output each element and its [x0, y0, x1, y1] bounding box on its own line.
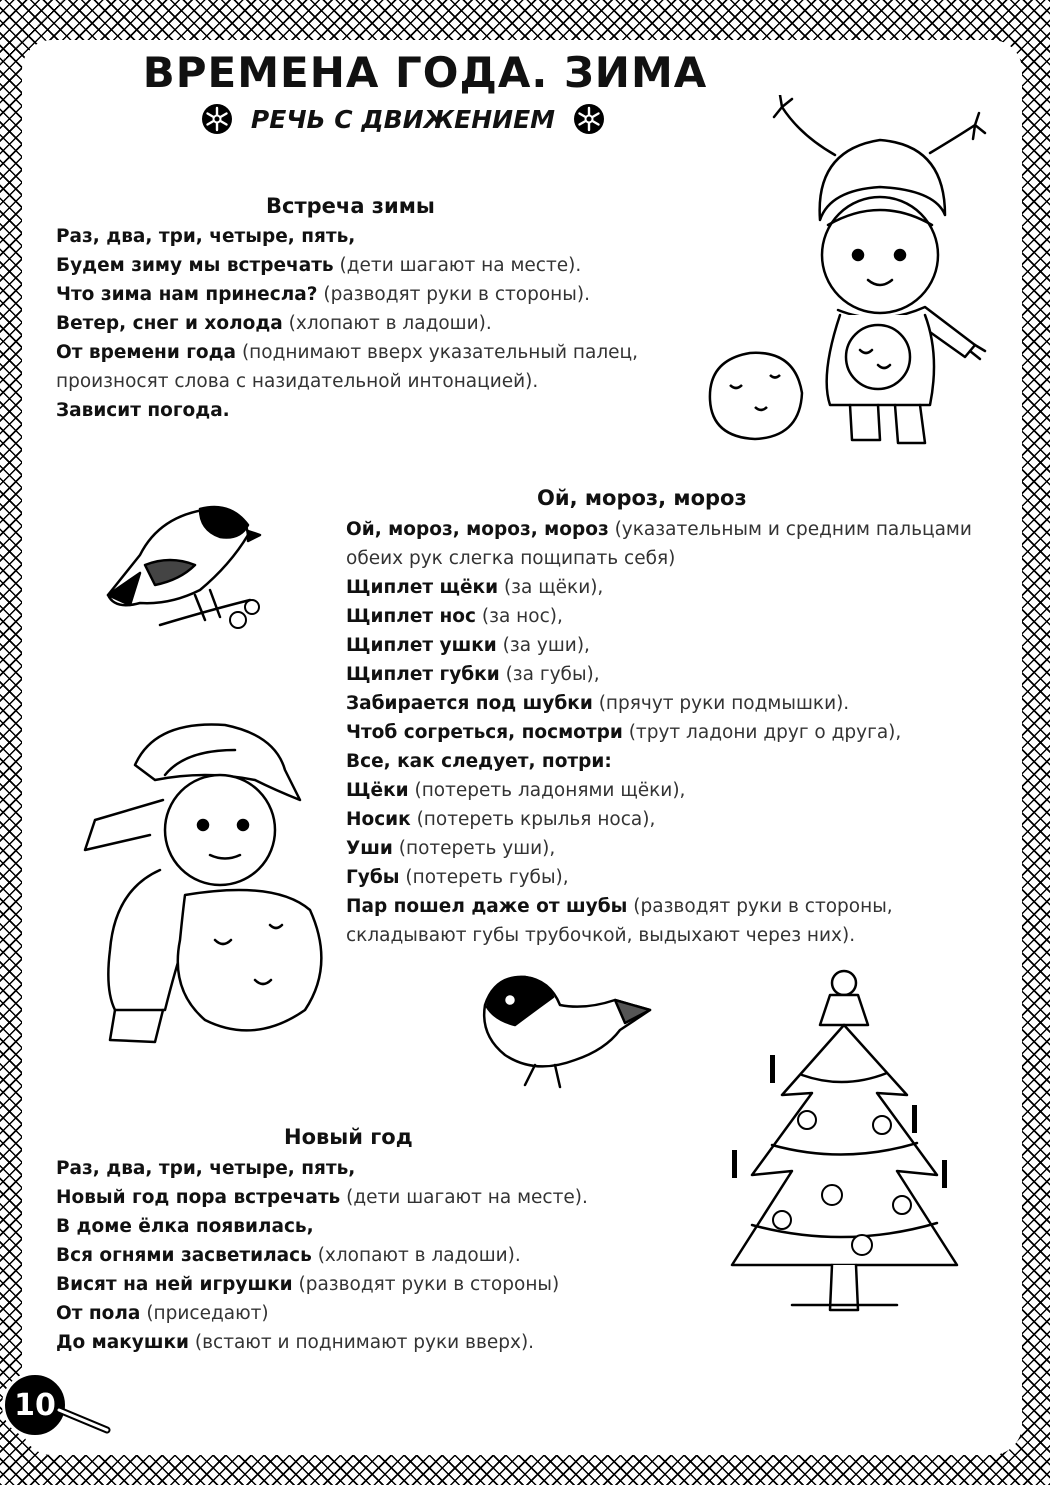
poem-line: От пола (приседают) [56, 1303, 269, 1324]
page-title: ВРЕМЕНА ГОДА. ЗИМА [142, 48, 708, 97]
poem-frost [346, 515, 996, 950]
poem-heading-frost: Ой, мороз, мороз [537, 486, 747, 510]
poem-line: Щиплет щёки (за щёки), [346, 577, 604, 598]
poem-line: Щёки (потереть ладонями щёки), [346, 780, 686, 801]
poem-line: Висят на ней игрушки (разводят руки в стороны) [56, 1274, 560, 1295]
poem-line: Забирается под шубки (прячут руки подмышки). [346, 693, 850, 714]
poem-line: До макушки (встают и поднимают руки вверх). [56, 1332, 535, 1353]
page-subtitle [168, 103, 638, 135]
poem-line: Все, как следует, потри: [346, 751, 612, 772]
boy-illustration [55, 710, 335, 1055]
snowflake-icon [201, 103, 233, 135]
poem-line: Щиплет ушки (за уши), [346, 635, 590, 656]
titmouse-illustration [465, 965, 655, 1095]
poem-winter-meeting [56, 222, 706, 425]
poem-line: Губы (потереть губы), [346, 867, 569, 888]
subtitle-text: РЕЧЬ С ДВИЖЕНИЕМ [250, 104, 556, 134]
snowball-illustration [700, 345, 810, 445]
poem-line: Новый год пора встречать (дети шагают на месте). [56, 1187, 588, 1208]
poem-line: Ветер, снег и холода (хлопают в ладоши). [56, 313, 492, 334]
poem-line: Раз, два, три, четыре, пять, [56, 226, 356, 247]
magnifier-icon [55, 1400, 115, 1440]
poem-line: Уши (потереть уши), [346, 838, 556, 859]
christmas-tree-illustration [712, 965, 982, 1360]
poem-line: Щиплет нос (за нос), [346, 606, 563, 627]
poem-line: Чтоб согреться, посмотри (трут ладони друг о друга), [346, 722, 902, 743]
poem-line: Пар пошел даже от шубы (разводят руки в стороны, складывают губы трубочкой, выдыхают через них). [346, 896, 893, 946]
poem-line: Вся огнями засветилась (хлопают в ладоши). [56, 1245, 521, 1266]
poem-line: Носик (потереть крылья носа), [346, 809, 656, 830]
poem-line: Что зима нам принесла? (разводят руки в стороны). [56, 284, 590, 305]
poem-line: Зависит погода. [56, 400, 230, 421]
bullfinch-illustration [100, 495, 265, 640]
poem-line: Ой, мороз, мороз, мороз (указательным и средним пальцами обеих рук слегка пощипать себя) [346, 519, 972, 569]
poem-line: Раз, два, три, четыре, пять, [56, 1158, 356, 1179]
poem-heading-winter-meeting: Встреча зимы [266, 194, 435, 218]
page-number: 10 [2, 1372, 68, 1438]
poem-line: Щиплет губки (за губы), [346, 664, 600, 685]
poem-new-year [56, 1154, 706, 1357]
poem-line: В доме ёлка появилась, [56, 1216, 314, 1237]
poem-heading-new-year: Новый год [284, 1125, 413, 1149]
poem-line: Будем зиму мы встречать (дети шагают на месте). [56, 255, 582, 276]
snowflake-icon [573, 103, 605, 135]
poem-line: От времени года (поднимают вверх указательный палец, произносят слова с назидательной интонацией). [56, 342, 638, 392]
